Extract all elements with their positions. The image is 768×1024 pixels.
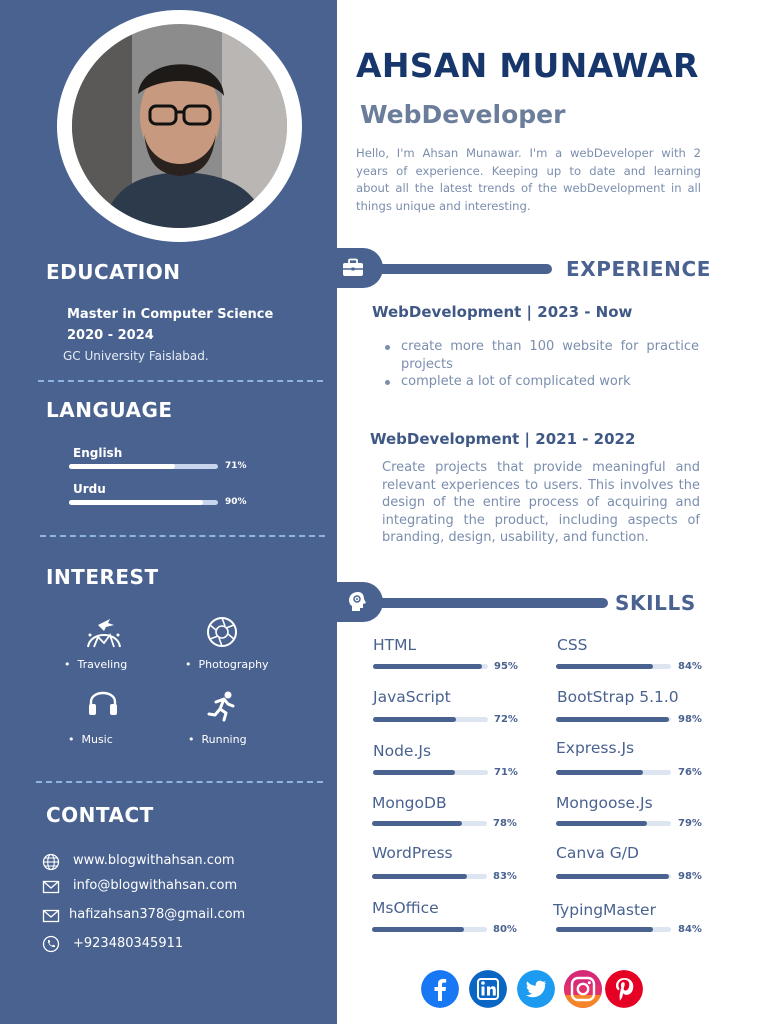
skills-heading: SKILLS	[615, 591, 696, 615]
interest-heading: INTEREST	[46, 565, 159, 589]
skill-bar-fill	[373, 664, 482, 669]
skill-percent: 78%	[493, 818, 517, 829]
divider	[36, 781, 323, 783]
facebook-icon[interactable]	[421, 970, 459, 1008]
interest-item: • Music	[68, 733, 113, 746]
pinterest-icon[interactable]	[605, 970, 643, 1008]
contact-phone[interactable]: +923480345911	[73, 936, 184, 951]
job-bullet: complete a lot of complicated work	[383, 373, 699, 391]
interest-item: • Photography	[185, 658, 269, 671]
language-name: Urdu	[73, 482, 106, 496]
language-percent: 71%	[225, 461, 247, 471]
interest-label: Photography	[198, 658, 269, 671]
interest-label: Running	[201, 733, 247, 746]
skill-bar	[556, 664, 671, 669]
skill-bar-fill	[373, 770, 455, 775]
skill-bar-fill	[556, 664, 653, 669]
skill-percent: 98%	[678, 714, 702, 725]
globe-icon	[42, 853, 60, 871]
divider	[38, 380, 323, 382]
job-title: WebDevelopment | 2023 - Now	[372, 303, 633, 321]
skills-rule	[376, 598, 608, 608]
skill-percent: 76%	[678, 767, 702, 778]
profile-photo	[72, 24, 287, 228]
skill-name: Mongoose.Js	[556, 794, 653, 812]
education-heading: EDUCATION	[46, 260, 181, 284]
skill-percent: 71%	[494, 767, 518, 778]
skill-percent: 84%	[678, 924, 702, 935]
skill-bar	[372, 874, 487, 879]
skill-name: Node.Js	[373, 742, 432, 760]
skill-percent: 80%	[493, 924, 517, 935]
language-bar	[69, 464, 218, 469]
skill-percent: 95%	[494, 661, 518, 672]
degree-years: 2020 - 2024	[67, 328, 154, 343]
interest-item: • Traveling	[64, 658, 128, 671]
instagram-icon[interactable]	[564, 970, 602, 1008]
skill-name: WordPress	[372, 844, 453, 862]
skill-name: BootStrap 5.1.0	[557, 688, 679, 706]
skill-bar	[556, 717, 671, 722]
skill-name: TypingMaster	[553, 901, 656, 919]
job-title: WebDevelopment | 2021 - 2022	[370, 430, 636, 448]
skill-bar	[373, 664, 488, 669]
skill-bar-fill	[372, 874, 467, 879]
contact-email[interactable]: hafizahsan378@gmail.com	[69, 907, 246, 922]
skill-bar-fill	[556, 717, 669, 722]
skill-percent: 79%	[678, 818, 702, 829]
profile-name: AHSAN MUNAWAR	[356, 46, 699, 85]
skill-percent: 83%	[493, 871, 517, 882]
skill-bar-fill	[556, 821, 647, 826]
sidebar	[0, 0, 337, 1024]
skill-bar-fill	[372, 927, 464, 932]
skill-name: HTML	[373, 636, 417, 654]
skill-bar-fill	[373, 717, 456, 722]
interest-label: Traveling	[77, 658, 128, 671]
degree-name: Master in Computer Science	[67, 307, 274, 322]
skill-percent: 84%	[678, 661, 702, 672]
skill-bar	[373, 770, 488, 775]
briefcase-icon	[342, 258, 364, 278]
camera-aperture-icon	[205, 615, 239, 649]
contact-heading: CONTACT	[46, 803, 154, 827]
experience-heading: EXPERIENCE	[566, 257, 711, 281]
skill-name: MsOffice	[372, 899, 439, 917]
skill-percent: 72%	[494, 714, 518, 725]
job-bullet: create more than 100 website for practice projects	[383, 338, 699, 373]
profile-role: WebDeveloper	[360, 100, 566, 129]
skill-bar	[556, 770, 671, 775]
skill-bar-fill	[556, 770, 643, 775]
traveling-icon	[84, 615, 124, 651]
running-icon	[206, 690, 238, 722]
skill-bar	[556, 821, 671, 826]
language-bar-fill	[69, 464, 175, 469]
skill-name: Express.Js	[556, 739, 635, 757]
profile-photo-frame	[57, 10, 302, 242]
contact-email[interactable]: info@blogwithahsan.com	[73, 878, 238, 893]
language-bar-fill	[69, 500, 203, 505]
divider	[40, 535, 325, 537]
skill-name: MongoDB	[372, 794, 447, 812]
skill-bar-fill	[372, 821, 462, 826]
skill-bar	[373, 717, 488, 722]
language-bar	[69, 500, 218, 505]
skill-bar-fill	[556, 927, 653, 932]
skill-percent: 98%	[678, 871, 702, 882]
phone-icon	[42, 935, 60, 953]
language-name: English	[73, 446, 123, 460]
contact-website[interactable]: www.blogwithahsan.com	[73, 853, 235, 868]
twitter-icon[interactable]	[517, 970, 555, 1008]
mail-icon	[42, 878, 60, 896]
skill-name: JavaScript	[373, 688, 451, 706]
language-heading: LANGUAGE	[46, 398, 173, 422]
experience-rule	[376, 264, 552, 274]
skill-bar	[372, 821, 487, 826]
linkedin-icon[interactable]	[469, 970, 507, 1008]
interest-item: • Running	[188, 733, 247, 746]
skill-bar	[372, 927, 487, 932]
skill-bar-fill	[556, 874, 669, 879]
skill-name: Canva G/D	[556, 844, 639, 862]
job-description: Create projects that provide meaningful and relevant experiences to users. This involves the design of the entire process of acquiring and integrating the product, including aspects of branding, design, usability, and function.	[382, 460, 700, 545]
language-percent: 90%	[225, 497, 247, 507]
headphones-icon	[86, 686, 120, 718]
education-degree	[67, 304, 297, 346]
skill-bar	[556, 927, 671, 932]
skill-name: CSS	[557, 636, 588, 654]
mail-icon	[42, 907, 60, 925]
job-bullets	[383, 338, 699, 391]
profile-about: Hello, I'm Ahsan Munawar. I'm a webDeveloper with 2 years of experience. Keeping up to date and learning about all the latest trends of the webDevelopment in all things unique and interesting.	[356, 146, 701, 213]
interest-label: Music	[81, 733, 113, 746]
skill-bar	[556, 874, 671, 879]
education-school: GC University Faislabad.	[63, 349, 209, 363]
brain-icon	[346, 590, 370, 614]
